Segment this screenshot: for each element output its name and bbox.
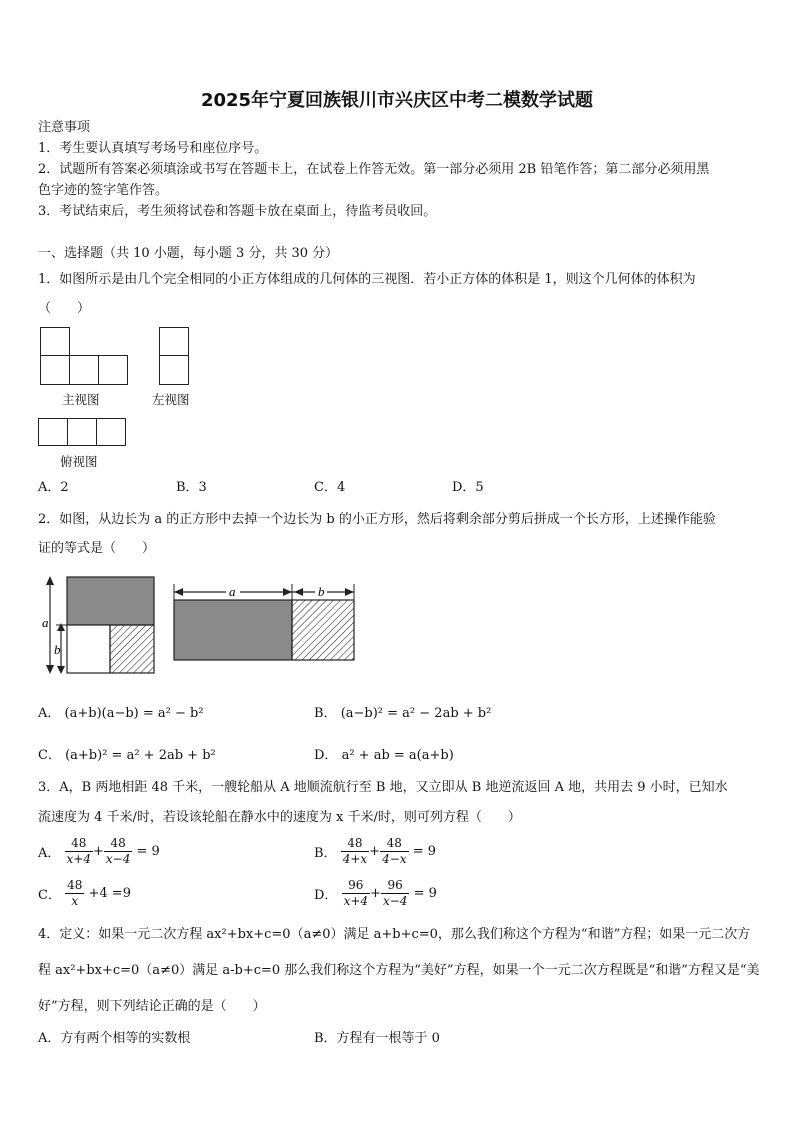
q2-option-d: D． a² + ab = a(a+b) bbox=[314, 748, 454, 763]
q4-option-b: B．方程有一根等于 0 bbox=[314, 1031, 440, 1046]
q1-left-view-caption: 左视图 bbox=[152, 392, 190, 407]
q2-label-b-top: b bbox=[318, 584, 325, 599]
q4-stem-line2: 程 ax²+bx+c=0（a≠0）满足 a-b+c=0 那么我们称这个方程为“美好”方程，如果一个一元二次方程既是“和谐”方程又是“美 bbox=[38, 963, 760, 978]
q2-label-a-top: a bbox=[229, 584, 236, 599]
q2-square-top-shaded bbox=[67, 577, 154, 625]
q2-figure bbox=[38, 570, 368, 680]
q2-stem-line2: 证的等式是（ ） bbox=[38, 541, 156, 556]
q3-stem-line2: 流速度为 4 千米/时，若设该轮船在静水中的速度为 x 千米/时，则可列方程（ ） bbox=[38, 810, 521, 825]
q2-label-a-left: a bbox=[42, 615, 49, 630]
q3-option-a: A． $\frac{48}{x+4}$ + $\frac{48}{x-4}$ = 9 bbox=[38, 836, 160, 866]
q3-option-b: B． $\frac{48}{4+x}$ + $\frac{48}{4-x}$ = 9 bbox=[314, 836, 436, 866]
q1-top-view-caption: 俯视图 bbox=[60, 454, 98, 469]
q4-stem-line3: 好”方程，则下列结论正确的是（ ） bbox=[38, 999, 266, 1014]
q2-label-b-left: b bbox=[54, 642, 61, 657]
q3-option-d: D． $\frac{96}{x+4}$ + $\frac{96}{x-4}$ = 9 bbox=[314, 878, 437, 908]
exam-title: 2025年宁夏回族银川市兴庆区中考二模数学试题 bbox=[200, 90, 594, 111]
q1-option-d: D．5 bbox=[452, 480, 484, 495]
q1-stem: 1．如图所示是由几个完全相同的小正方体组成的几何体的三视图．若小正方体的体积是 1，则这个几何体的体积为 bbox=[38, 272, 696, 287]
q2-option-a: A． (a+b)(a−b) = a² − b² bbox=[38, 706, 204, 721]
q2-option-c: C． (a+b)² = a² + 2ab + b² bbox=[38, 748, 216, 763]
q3-option-c: C． $\frac{48}{x}$ +4 =9 bbox=[38, 878, 131, 908]
notes-heading: 注意事项 bbox=[38, 120, 91, 135]
note-2-line1: 2．试题所有答案必须填涂或书写在答题卡上，在试卷上作答无效。第一部分必须用 2B 铅笔作答；第二部分必须用黑 bbox=[38, 162, 710, 177]
q1-front-view-caption: 主视图 bbox=[62, 392, 100, 407]
q2-rect-hatched bbox=[292, 600, 354, 660]
note-2-line2: 色字迹的签字笔作答。 bbox=[38, 183, 169, 198]
q4-option-a: A．方有两个相等的实数根 bbox=[38, 1031, 191, 1046]
q1-option-a: A．2 bbox=[38, 480, 69, 495]
note-1: 1．考生要认真填写考场号和座位序号。 bbox=[38, 141, 268, 156]
q1-option-b: B．3 bbox=[176, 480, 207, 495]
q3-stem-line1: 3．A，B 两地相距 48 千米，一艘轮船从 A 地顺流航行至 B 地，又立即从 B 地逆流返回 A 地，共用去 9 小时，已知水 bbox=[38, 780, 728, 795]
q2-option-b: B． (a−b)² = a² − 2ab + b² bbox=[314, 706, 492, 721]
q2-rect-shaded bbox=[174, 600, 292, 660]
note-3: 3．考试结束后，考生须将试卷和答题卡放在桌面上，待监考员收回。 bbox=[38, 204, 437, 219]
q2-stem-line1: 2．如图，从边长为 a 的正方形中去掉一个边长为 b 的小正方形，然后将剩余部分剪后拼成一个长方形，上述操作能验 bbox=[38, 512, 716, 527]
q1-paren: （ ） bbox=[38, 301, 91, 316]
q1-option-c: C．4 bbox=[314, 480, 346, 495]
q2-square-removed-hatched bbox=[110, 625, 154, 673]
q4-stem-line1: 4．定义：如果一元二次方程 ax²+bx+c=0（a≠0）满足 a+b+c=0，那么我们称这个方程为“和谐”方程；如果一元二次方 bbox=[38, 927, 751, 942]
q2-square-bottom-white bbox=[67, 625, 110, 673]
section-heading: 一、选择题（共 10 小题，每小题 3 分，共 30 分） bbox=[38, 246, 339, 261]
